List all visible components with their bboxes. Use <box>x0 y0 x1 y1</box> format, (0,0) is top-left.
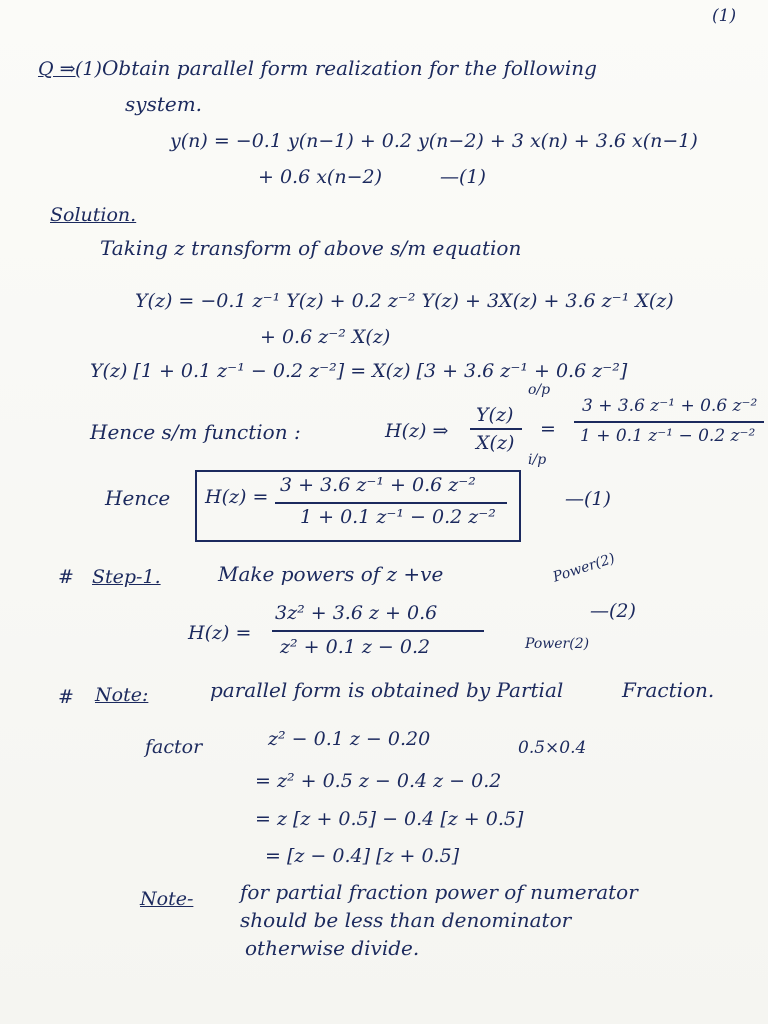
step1-denominator: z² + 0.1 z − 0.2 <box>280 636 431 658</box>
step1-fraction-bar <box>272 630 484 632</box>
factor-line-1: z² − 0.1 z − 0.20 <box>268 728 431 750</box>
difference-equation-line-2: + 0.6 x(n−2) <box>258 166 383 188</box>
factor-line-4: = [z − 0.4] [z + 0.5] <box>265 845 460 867</box>
transfer-function-lhs: H(z) ⇒ <box>385 420 449 442</box>
power-top-annotation: Power(2) <box>551 550 617 586</box>
equation-ref-1: —(1) <box>440 166 486 188</box>
factor-line-3: = z [z + 0.5] − 0.4 [z + 0.5] <box>255 808 524 830</box>
transfer-function-fraction-bar <box>574 421 764 423</box>
transfer-function-denominator: 1 + 0.1 z⁻¹ − 0.2 z⁻² <box>580 426 756 446</box>
z-transform-line-3: Y(z) [1 + 0.1 z⁻¹ − 0.2 z⁻²] = X(z) [3 + 3.6 z⁻¹ + 0.6 z⁻²] <box>90 360 628 382</box>
step1-numerator: 3z² + 3.6 z + 0.6 <box>275 602 438 624</box>
step1-hz-lhs: H(z) = <box>188 622 252 644</box>
z-transform-line-2: + 0.6 z⁻² X(z) <box>260 326 391 348</box>
question-number: (1) <box>75 58 102 80</box>
note2-line-3: otherwise divide. <box>245 936 420 960</box>
hence-system-function-label: Hence s/m function : <box>90 420 301 444</box>
page-number: (1) <box>712 6 737 26</box>
z-transform-line-1: Y(z) = −0.1 z⁻¹ Y(z) + 0.2 z⁻² Y(z) + 3X(z) + 3.6 z⁻¹ X(z) <box>135 290 674 312</box>
question-line-1: Obtain parallel form realization for the following <box>102 56 597 80</box>
output-yz: Y(z) <box>476 404 514 426</box>
hence-label: Hence <box>105 486 171 510</box>
output-input-fraction-bar <box>470 428 522 430</box>
factor-line-2: = z² + 0.5 z − 0.4 z − 0.2 <box>255 770 502 792</box>
input-label: i/p <box>528 452 547 468</box>
question-line-2: system. <box>125 92 203 116</box>
step1-text: Make powers of z +ve <box>218 562 444 586</box>
note1-text: parallel form is obtained by Partial <box>210 678 564 702</box>
input-xz: X(z) <box>476 432 515 454</box>
boxed-fraction-bar <box>275 502 507 504</box>
note2-line-1: for partial fraction power of numerator <box>240 880 638 904</box>
transfer-function-numerator: 3 + 3.6 z⁻¹ + 0.6 z⁻² <box>582 396 758 416</box>
solution-heading: Solution. <box>50 204 137 226</box>
power-bottom-annotation: Power(2) <box>525 636 590 652</box>
boxed-hz-lhs: H(z) = <box>205 486 269 508</box>
boxed-numerator: 3 + 3.6 z⁻¹ + 0.6 z⁻² <box>280 474 476 496</box>
boxed-denominator: 1 + 0.1 z⁻¹ − 0.2 z⁻² <box>300 506 496 528</box>
question-prefix: Q ⇒ <box>38 58 76 80</box>
step1-hash: # <box>58 566 74 588</box>
note1-label: Note: <box>95 684 149 706</box>
note2-label: Note- <box>140 888 194 910</box>
step1-label: Step-1. <box>92 566 161 588</box>
factor-aside: 0.5×0.4 <box>518 738 587 758</box>
note2-line-2: should be less than denominator <box>240 908 572 932</box>
note1-text-2: Fraction. <box>622 678 715 702</box>
equals-sign: = <box>540 418 556 440</box>
difference-equation-line-1: y(n) = −0.1 y(n−1) + 0.2 y(n−2) + 3 x(n) + 3.6 x(n−1) <box>170 130 698 152</box>
boxed-ref: —(1) <box>565 488 611 510</box>
output-label: o/p <box>528 382 551 398</box>
note1-hash: # <box>58 686 74 708</box>
equation-ref-2: —(2) <box>590 600 636 622</box>
taking-z-transform-text: Taking z transform of above s/m equation <box>100 236 522 260</box>
factor-label: factor <box>145 736 203 758</box>
